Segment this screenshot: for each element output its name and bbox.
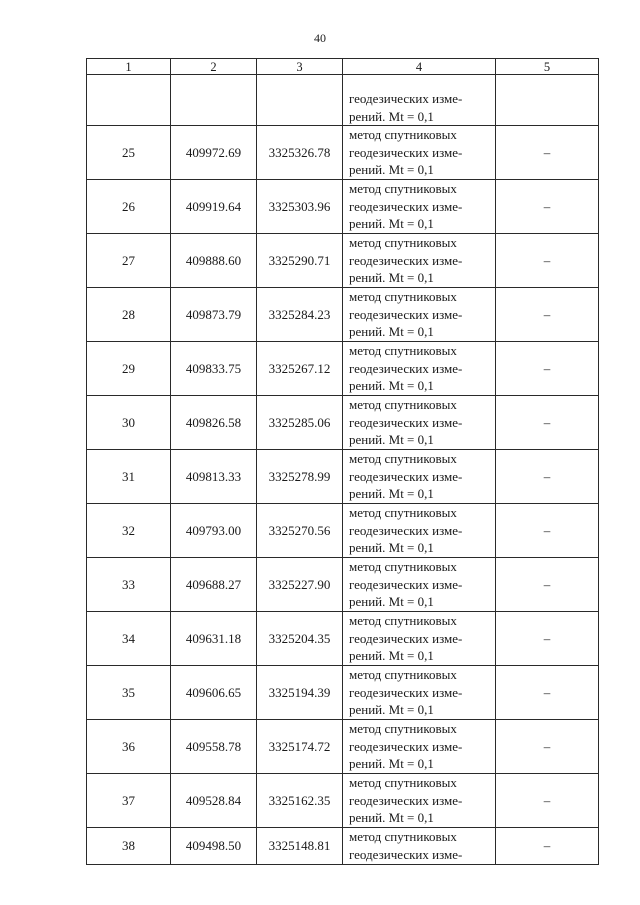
cell-number <box>87 75 171 126</box>
method-line: метод спутниковых <box>349 235 457 251</box>
cell-note: – <box>496 234 599 288</box>
cell-x: 409606.65 <box>171 666 257 720</box>
cell-y: 3325278.99 <box>257 450 343 504</box>
cell-method <box>343 126 496 180</box>
method-line: геодезических изме- <box>349 738 463 754</box>
table-row <box>87 720 599 774</box>
cell-method <box>343 180 496 234</box>
column-header: 2 <box>171 59 257 75</box>
cell-note: – <box>496 558 599 612</box>
method-line: геодезических изме- <box>349 306 463 322</box>
cell-x: 409528.84 <box>171 774 257 828</box>
method-line: метод спутниковых <box>349 775 457 791</box>
method-line: геодезических изме- <box>349 792 463 808</box>
cell-number: 37 <box>87 774 171 828</box>
method-line: геодезических изме- <box>349 198 463 214</box>
method-line: геодезических изме- <box>349 630 463 646</box>
cell-number: 30 <box>87 396 171 450</box>
cell-number: 27 <box>87 234 171 288</box>
column-header: 5 <box>496 59 599 75</box>
page-number: 40 <box>314 31 326 45</box>
cell-x <box>171 75 257 126</box>
cell-number: 31 <box>87 450 171 504</box>
method-line: рений. Mt = 0,1 <box>349 486 434 502</box>
method-line: метод спутниковых <box>349 505 457 521</box>
method-line: метод спутниковых <box>349 721 457 737</box>
table-row <box>87 180 599 234</box>
cell-method <box>343 828 496 865</box>
method-line: метод спутниковых <box>349 127 457 143</box>
cell-note: – <box>496 126 599 180</box>
cell-y: 3325270.56 <box>257 504 343 558</box>
cell-y: 3325194.39 <box>257 666 343 720</box>
method-line: геодезических изме- <box>349 684 463 700</box>
cell-method <box>343 342 496 396</box>
method-line: метод спутниковых <box>349 559 457 575</box>
table-row <box>87 612 599 666</box>
cell-method <box>343 774 496 828</box>
method-line: рений. Mt = 0,1 <box>349 378 434 394</box>
cell-y: 3325162.35 <box>257 774 343 828</box>
cell-method <box>343 504 496 558</box>
column-header: 1 <box>87 59 171 75</box>
cell-x: 409873.79 <box>171 288 257 342</box>
cell-note: – <box>496 504 599 558</box>
cell-note: – <box>496 288 599 342</box>
method-line: рений. Mt = 0,1 <box>349 594 434 610</box>
method-line: геодезических изме- <box>349 360 463 376</box>
method-line: геодезических изме- <box>349 846 463 862</box>
column-header: 3 <box>257 59 343 75</box>
method-line: метод спутниковых <box>349 181 457 197</box>
coordinates-table <box>86 58 599 865</box>
cell-method <box>343 75 496 126</box>
cell-x: 409813.33 <box>171 450 257 504</box>
cell-note: – <box>496 828 599 865</box>
method-line: геодезических изме- <box>349 576 463 592</box>
cell-number: 34 <box>87 612 171 666</box>
cell-note: – <box>496 342 599 396</box>
cell-y: 3325174.72 <box>257 720 343 774</box>
cell-number: 33 <box>87 558 171 612</box>
table-body <box>87 75 599 865</box>
cell-y: 3325290.71 <box>257 234 343 288</box>
cell-x: 409558.78 <box>171 720 257 774</box>
cell-x: 409833.75 <box>171 342 257 396</box>
cell-number: 25 <box>87 126 171 180</box>
table-row <box>87 504 599 558</box>
cell-method <box>343 720 496 774</box>
method-line: геодезических изме- <box>349 414 463 430</box>
cell-x: 409826.58 <box>171 396 257 450</box>
cell-note <box>496 75 599 126</box>
method-line: рений. Mt = 0,1 <box>349 810 434 826</box>
method-line: геодезических изме- <box>349 252 463 268</box>
cell-number: 28 <box>87 288 171 342</box>
method-line: геодезических изме- <box>349 522 463 538</box>
cell-method <box>343 288 496 342</box>
cell-y <box>257 75 343 126</box>
method-line: рений. Mt = 0,1 <box>349 702 434 718</box>
cell-number: 35 <box>87 666 171 720</box>
cell-note: – <box>496 396 599 450</box>
method-line: геодезических изме- <box>349 144 463 160</box>
cell-y: 3325148.81 <box>257 828 343 865</box>
column-header: 4 <box>343 59 496 75</box>
cell-x: 409972.69 <box>171 126 257 180</box>
cell-y: 3325267.12 <box>257 342 343 396</box>
table-row <box>87 234 599 288</box>
cell-number: 29 <box>87 342 171 396</box>
method-line: метод спутниковых <box>349 343 457 359</box>
table-row <box>87 774 599 828</box>
cell-y: 3325204.35 <box>257 612 343 666</box>
cell-method <box>343 396 496 450</box>
method-line: геодезических изме- <box>349 91 463 106</box>
method-line: метод спутниковых <box>349 397 457 413</box>
table-row <box>87 126 599 180</box>
table-row-continuation <box>87 75 599 126</box>
cell-y: 3325303.96 <box>257 180 343 234</box>
method-line: рений. Mt = 0,1 <box>349 756 434 772</box>
method-line: метод спутниковых <box>349 451 457 467</box>
cell-y: 3325284.23 <box>257 288 343 342</box>
cell-x: 409919.64 <box>171 180 257 234</box>
method-line: рений. Mt = 0,1 <box>349 270 434 286</box>
cell-x: 409888.60 <box>171 234 257 288</box>
method-line: рений. Mt = 0,1 <box>349 162 434 178</box>
method-line: метод спутниковых <box>349 667 457 683</box>
method-line: геодезических изме- <box>349 468 463 484</box>
cell-note: – <box>496 612 599 666</box>
cell-number: 26 <box>87 180 171 234</box>
cell-y: 3325285.06 <box>257 396 343 450</box>
method-line: рений. Mt = 0,1 <box>349 108 434 124</box>
method-line: рений. Mt = 0,1 <box>349 216 434 232</box>
method-line: рений. Mt = 0,1 <box>349 540 434 556</box>
cell-method <box>343 558 496 612</box>
table-row <box>87 396 599 450</box>
table-row <box>87 828 599 865</box>
cell-note: – <box>496 450 599 504</box>
table-row <box>87 666 599 720</box>
method-line: рений. Mt = 0,1 <box>349 324 434 340</box>
method-line: метод спутниковых <box>349 289 457 305</box>
table-row <box>87 342 599 396</box>
table-row <box>87 558 599 612</box>
method-line: метод спутниковых <box>349 829 457 844</box>
cell-number: 32 <box>87 504 171 558</box>
method-line: рений. Mt = 0,1 <box>349 648 434 664</box>
cell-note: – <box>496 774 599 828</box>
cell-note: – <box>496 180 599 234</box>
cell-y: 3325227.90 <box>257 558 343 612</box>
cell-note: – <box>496 720 599 774</box>
cell-method <box>343 450 496 504</box>
header-row <box>87 59 599 75</box>
cell-method <box>343 612 496 666</box>
method-line: метод спутниковых <box>349 613 457 629</box>
cell-number: 38 <box>87 828 171 865</box>
cell-x: 409688.27 <box>171 558 257 612</box>
cell-number: 36 <box>87 720 171 774</box>
table-row <box>87 450 599 504</box>
cell-x: 409793.00 <box>171 504 257 558</box>
cell-method <box>343 234 496 288</box>
cell-x: 409631.18 <box>171 612 257 666</box>
cell-y: 3325326.78 <box>257 126 343 180</box>
cell-method <box>343 666 496 720</box>
cell-x: 409498.50 <box>171 828 257 865</box>
method-line: рений. Mt = 0,1 <box>349 432 434 448</box>
cell-note: – <box>496 666 599 720</box>
table-row <box>87 288 599 342</box>
